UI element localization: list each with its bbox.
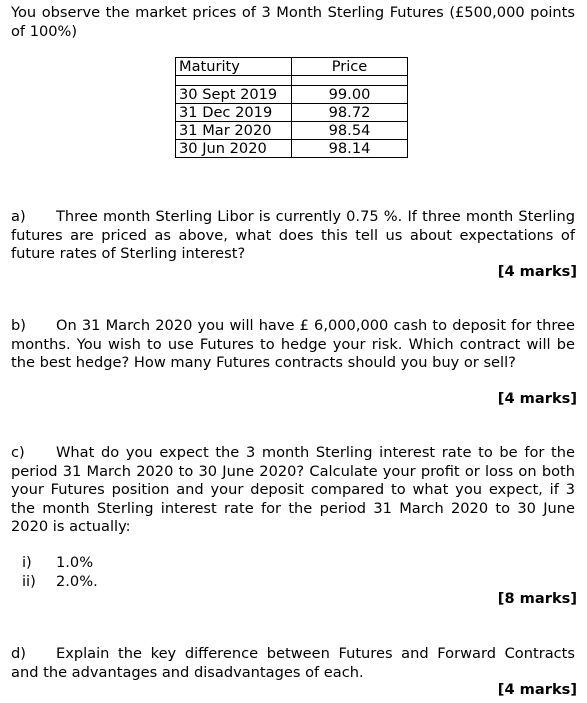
question-b-label: b) [11,317,26,334]
price-cell: 99.00 [292,86,408,104]
question-d-marks: [4 marks] [497,681,577,698]
table-row [176,122,408,140]
intro-text: You observe the market prices of 3 Month Sterling Futures (£500,000 points of 100%) [11,4,575,40]
question-c-options [22,554,98,591]
futures-price-table [175,57,408,158]
option-number: ii) [22,572,36,590]
table-row [176,86,408,104]
question-a [11,208,575,264]
question-d-text: Explain the key difference between Futures and Forward Contracts and the advantages and disadvantages of each. [11,645,575,681]
question-d-label: d) [11,645,26,662]
question-c-marks: [8 marks] [497,590,577,607]
option-number: i) [22,554,32,571]
question-c [11,444,575,537]
question-a-marks: [4 marks] [497,263,577,280]
question-a-text: Three month Sterling Libor is currently 0.75 %. If three month Sterling futures are priced as above, what does this tell us about expectations of future rates of Sterling interest? [11,208,575,262]
question-c-text: What do you expect the 3 month Sterling interest rate to be for the period 31 March 2020 to 30 June 2020? Calculate your profit or loss on both your Futures position and your deposit compared to what you expect, if 3 the month Sterling interest rate for the period 31 March 2020 to 30 June 2020 is actually: [11,444,575,535]
question-a-label: a) [11,208,26,225]
table-row [176,104,408,122]
list-item [22,573,98,592]
maturity-cell: 31 Mar 2020 [176,122,292,140]
question-b-text: On 31 March 2020 you will have £ 6,000,000 cash to deposit for three months. You wish to use Futures to hedge your risk. Which contract will be the best hedge? How many Futures contracts should you buy or sell? [11,317,575,371]
question-c-label: c) [11,444,25,461]
question-b-marks: [4 marks] [497,390,577,407]
header-price: Price [292,58,408,76]
question-d [11,645,575,682]
maturity-cell: 30 Sept 2019 [176,86,292,104]
price-cell: 98.54 [292,122,408,140]
list-item [22,554,98,573]
option-text: 2.0%. [56,572,98,590]
maturity-cell: 30 Jun 2020 [176,140,292,158]
question-b [11,317,575,373]
maturity-cell: 31 Dec 2019 [176,104,292,122]
table-row [176,140,408,158]
price-cell: 98.14 [292,140,408,158]
table-spacer-row [176,76,408,86]
option-text: 1.0% [56,554,94,571]
price-cell: 98.72 [292,104,408,122]
header-maturity: Maturity [176,58,292,76]
table-header-row [176,58,408,76]
